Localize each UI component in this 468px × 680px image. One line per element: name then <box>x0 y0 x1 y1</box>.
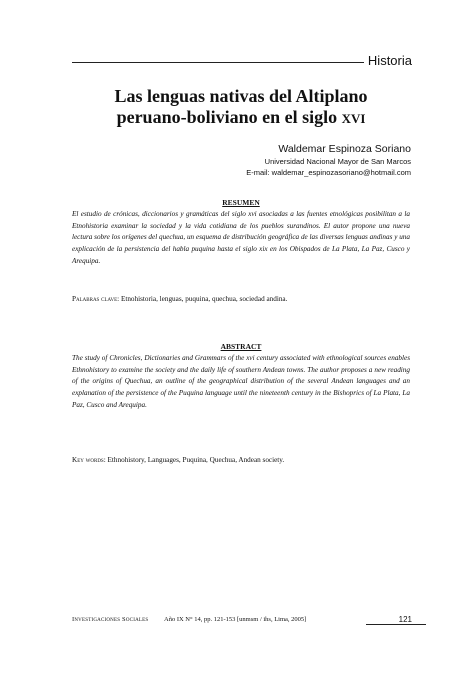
abstract-text: The study of Chronicles, Dictionaries and Grammars of the xvi century associated with ethnological sources enables Ethnohistory to examine the society and the daily life of southern Andean towns. The author proposes a new reading of the origins of Quechua, an outline of the geographical distribution of the several Andean languages and an explanation of the persistence of the Puquina language until the nineteenth century in the Bishoprics of La Plata, La Paz, Cusco and Arequipa. <box>72 354 410 409</box>
journal-name: Investigaciones Sociales <box>72 616 149 623</box>
author-affiliation: Universidad Nacional Mayor de San Marcos <box>264 157 411 166</box>
title-line-2-text: peruano-boliviano en el siglo <box>116 107 338 127</box>
abstract-keywords-list: Ethnohistory, Languages, Puquina, Quechua, Andean society. <box>107 456 285 464</box>
resumen-keywords-list: Etnohistoria, lenguas, puquina, quechua, sociedad andina. <box>120 295 288 303</box>
abstract-keywords-label: Key words: <box>72 456 106 464</box>
title-line-1: Las lenguas nativas del Altiplano <box>114 86 368 106</box>
resumen-keywords <box>72 294 410 305</box>
footer-rule <box>366 624 426 625</box>
article-title <box>72 86 410 128</box>
resumen-text: El estudio de crónicas, diccionarios y gramáticas del siglo xvi asociadas a las fuentes etnológicas posibilitan a la Etnohistoria examinar la sociedad y la vida cotidiana de los pueblos surandinos. El autor propone una nueva lectura sobre los orígenes del quechua, un esquema de distribución geográfica de las diversas lenguas andinas y una explicación de la persistencia del habla puquina hasta el siglo xix en los Obispados de La Plata, La Paz, Cusco y Arequipa. <box>72 210 410 265</box>
issue-info: Año IX N° 14, pp. 121-153 [unmsm / ihs, Lima, 2005] <box>164 616 307 623</box>
title-century: xvi <box>341 107 366 127</box>
page-footer <box>72 616 412 628</box>
abstract-heading: ABSTRACT <box>220 342 262 351</box>
author-email: E-mail: waldemar_espinozasoriano@hotmail.com <box>246 168 411 177</box>
page-number: 121 <box>398 615 412 624</box>
resumen-keywords-label: Palabras clave: <box>72 295 120 303</box>
section-rule <box>72 62 410 63</box>
author-name: Waldemar Espinoza Soriano <box>278 143 411 155</box>
section-label: Historia <box>364 53 412 68</box>
author-block <box>246 142 411 178</box>
title-line-2 <box>72 107 410 128</box>
abstract-keywords <box>72 455 410 466</box>
resumen-heading: RESUMEN <box>222 198 260 207</box>
